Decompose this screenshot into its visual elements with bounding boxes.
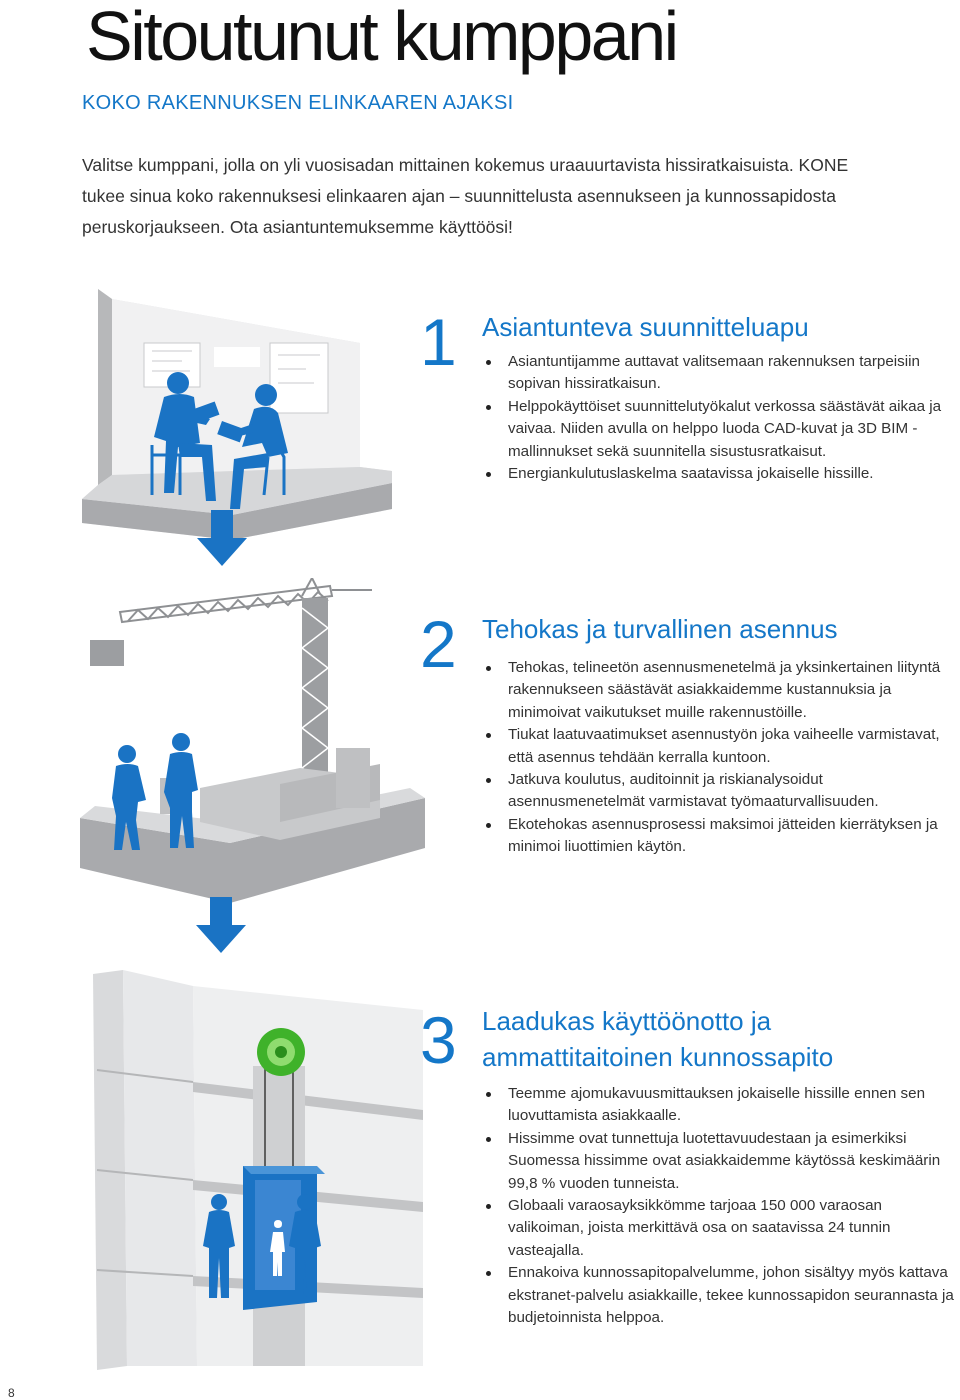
crane-illustration: [80, 578, 425, 903]
list-item: Globaali varaosayksikkömme tarjoaa 150 000 varaosan valikoiman, joista merkittävä osa on saatavissa 24 tunnin vasteajalla.: [482, 1195, 960, 1262]
step-number: 1: [420, 305, 457, 379]
down-arrow-icon: [196, 897, 246, 953]
meeting-illustration: [82, 285, 412, 545]
step-title: Laadukas käyttöönotto ja ammattitaitoinen kunnossapito: [482, 1006, 834, 1072]
list-item: Tehokas, telineetön asennusmenetelmä ja yksinkertainen liityntä rakennukseen säästävät asiakkaidemme kustannuksia ja minimoivat vaikutukset muille rakennustöille.: [482, 657, 960, 724]
step-1: [420, 305, 960, 509]
step-bullets: [482, 351, 960, 485]
step-3: [420, 1003, 960, 1343]
step-number: 2: [420, 607, 457, 681]
list-item: Energiankulutuslaskelma saatavissa jokaiselle hissille.: [482, 463, 960, 485]
elevator-illustration: [93, 970, 425, 1370]
step-title: Asiantunteva suunnitteluapu: [482, 312, 809, 342]
list-item: Teemme ajomukavuusmittauksen jokaiselle hissille ennen sen luovuttamista asiakkaalle.: [482, 1083, 960, 1128]
list-item: Tiukat laatuvaatimukset asennustyön joka vaiheelle varmistavat, että asennus tehdään kerralla kuntoon.: [482, 724, 960, 769]
list-item: Ennakoiva kunnossapitopalvelumme, johon sisältyy myös kattava ekstranet-palvelu asiakkaille, tekee kunnossapidon seurannasta ja budjetoinnista helppoa.: [482, 1262, 960, 1329]
page-subtitle: KOKO RAKENNUKSEN ELINKAAREN AJAKSI: [82, 92, 514, 114]
list-item: Ekotehokas asennusprosessi maksimoi jätteiden kierrätyksen ja minimoi liuottimien käytön.: [482, 814, 960, 859]
step-bullets: [482, 657, 960, 859]
step-bullets: [482, 1083, 960, 1329]
step-2: [420, 607, 960, 871]
list-item: Jatkuva koulutus, auditoinnit ja riskianalysoidut asennusmenetelmät varmistavat työmaaturvallisuuden.: [482, 769, 960, 814]
page-number: 8: [8, 1386, 15, 1400]
step-number: 3: [420, 1003, 457, 1077]
step-title: Tehokas ja turvallinen asennus: [482, 614, 838, 644]
list-item: Helppokäyttöiset suunnittelutyökalut verkossa säästävät aikaa ja vaivaa. Niiden avulla on helppo luoda CAD-kuvat ja 3D BIM -mallinnukset sekä suunnitella sisustusratkaisut.: [482, 396, 960, 463]
intro-paragraph: Valitse kumppani, jolla on yli vuosisadan mittainen kokemus uraauurtavista hissiratkaisuista. KONE tukee sinua koko rakennuksesi elinkaaren ajan – suunnittelusta asennukseen ja kunnossapidosta peruskorjaukseen. Ota asiantuntemuksemme käyttöösi!: [82, 155, 849, 237]
list-item: Asiantuntijamme auttavat valitsemaan rakennuksen tarpeisiin sopivan hissiratkaisun.: [482, 351, 960, 396]
list-item: Hissimme ovat tunnettuja luotettavuudestaan ja esimerkiksi Suomessa hissimme ovat asiakkaidemme käytössä keskimäärin 99,8 % vuoden tunneista.: [482, 1128, 960, 1195]
page-title: Sitoutunut kumppani: [86, 0, 677, 75]
down-arrow-icon: [197, 510, 247, 566]
